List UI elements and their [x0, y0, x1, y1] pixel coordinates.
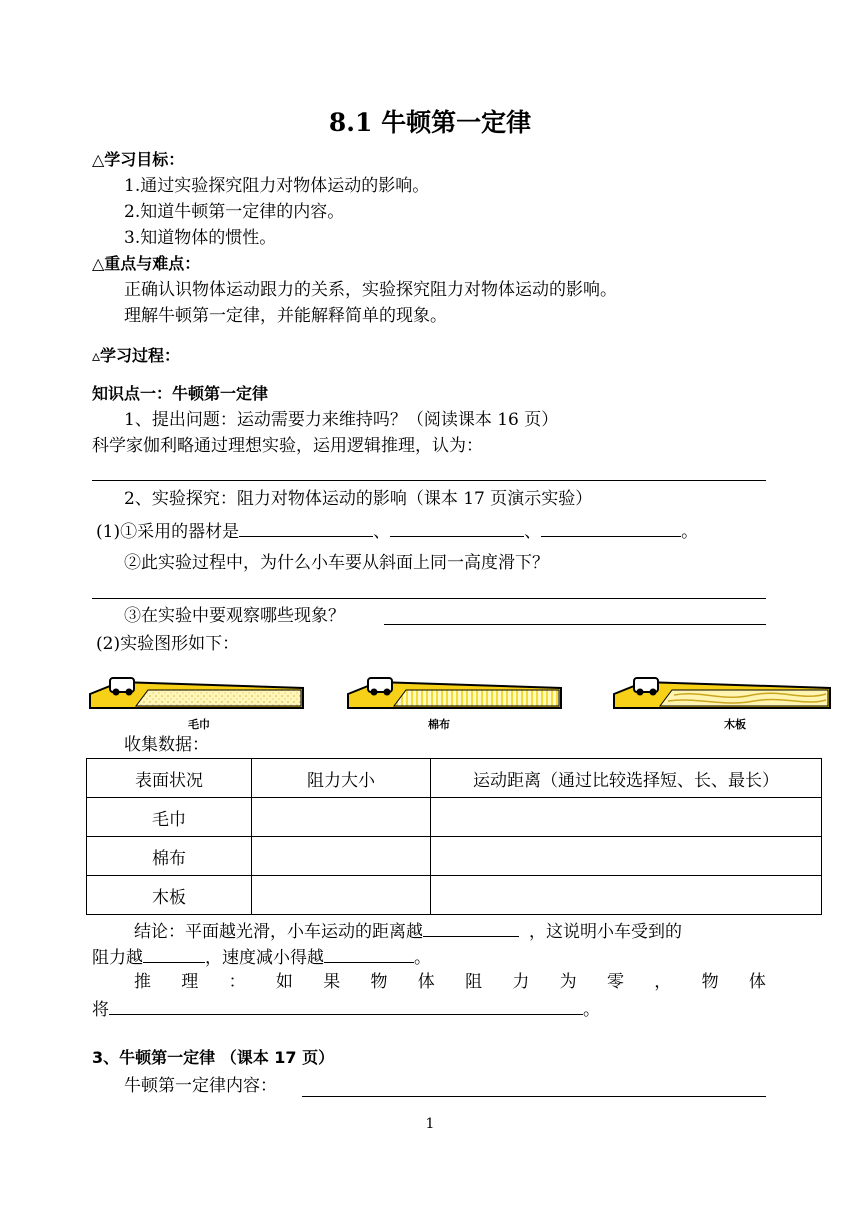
row-surface: 毛巾 — [87, 798, 252, 837]
conclusion-text-e: 。 — [414, 948, 431, 968]
inference-char: 推 — [134, 972, 151, 992]
conclusion-line-2 — [92, 944, 431, 970]
resistance-cell — [252, 798, 431, 837]
goals-heading: △学习目标： — [92, 150, 185, 169]
inference-char: 为 — [559, 972, 577, 992]
answer-line — [92, 598, 766, 599]
wood-board — [614, 678, 830, 731]
conclusion-line-1 — [134, 918, 682, 944]
figure-caption: (2)实验图形如下： — [96, 634, 240, 654]
equipment-blank-3 — [541, 518, 681, 537]
inference-char: ， — [654, 972, 672, 992]
inference-char: 体 — [748, 972, 766, 992]
conclusion-blank-2 — [143, 944, 205, 963]
goal-item-2: 2.知道牛顿第一定律的内容。 — [124, 202, 345, 222]
table-row — [87, 837, 822, 876]
conclusion-blank-1 — [423, 918, 519, 937]
conclusion-blank-3 — [324, 944, 414, 963]
inference-will: 将 — [92, 1000, 109, 1020]
header-resistance: 阻力大小 — [252, 759, 431, 798]
inference-answer-line — [92, 996, 600, 1022]
equipment-prefix: (1)①采用的器材是 — [96, 522, 240, 542]
cotton-board — [348, 678, 561, 731]
page-number: 1 — [425, 1116, 435, 1132]
question-observe: ③在实验中要观察哪些现象？ — [124, 606, 345, 626]
inference-char: 如 — [275, 972, 293, 992]
keypoint-item-2: 理解牛顿第一定律，并能解释简单的现象。 — [124, 306, 447, 326]
inference-end: 。 — [583, 1000, 600, 1020]
towel-board — [90, 678, 303, 731]
question-same-height: ②此实验过程中，为什么小车要从斜面上同一高度滑下？ — [124, 553, 549, 573]
conclusion-text-c: 阻力越 — [92, 948, 143, 968]
data-table — [86, 758, 822, 915]
distance-cell — [431, 876, 822, 915]
period: 。 — [681, 522, 699, 542]
inference-char: 理 — [181, 972, 199, 992]
goal-item-3: 3.知道物体的惯性。 — [124, 228, 277, 248]
goal-item-1: 1.通过实验探究阻力对物体运动的影响。 — [124, 176, 430, 196]
fig-label-towel: 毛巾 — [188, 718, 210, 731]
kp1-heading: 知识点一：牛顿第一定律 — [92, 384, 269, 403]
header-surface: 表面状况 — [87, 759, 252, 798]
row-surface: 木板 — [87, 876, 252, 915]
answer-line — [92, 480, 766, 481]
question-2: 2、实验探究：阻力对物体运动的影响（课本 17 页演示实验） — [124, 489, 593, 509]
law-content-label: 牛顿第一定律内容： — [124, 1076, 277, 1096]
inference-char: 物 — [701, 972, 719, 992]
separator: 、 — [524, 522, 542, 542]
fig-label-cotton: 棉布 — [428, 718, 450, 731]
table-row — [87, 876, 822, 915]
equipment-blank-2 — [390, 518, 524, 537]
table-header-row — [87, 759, 822, 798]
fig-label-wood: 木板 — [724, 718, 746, 731]
inference-char: 体 — [417, 972, 435, 992]
resistance-cell — [252, 876, 431, 915]
experiment-figures — [88, 670, 833, 732]
inference-char: 物 — [370, 972, 388, 992]
conclusion-text-a: 结论：平面越光滑，小车运动的距离越 — [134, 922, 423, 942]
separator: 、 — [373, 522, 391, 542]
inference-char: ： — [228, 972, 246, 992]
header-distance: 运动距离（通过比较选择短、长、最长） — [431, 759, 822, 798]
row-surface: 棉布 — [87, 837, 252, 876]
answer-line — [302, 1096, 766, 1097]
page-title: 8.1 牛顿第一定律 — [328, 108, 532, 137]
equipment-question — [96, 518, 698, 544]
distance-cell — [431, 798, 822, 837]
answer-line — [384, 624, 766, 625]
resistance-cell — [252, 837, 431, 876]
inference-char: 阻 — [465, 972, 483, 992]
inference-line — [134, 970, 766, 994]
question-1-followup: 科学家伽利略通过理想实验，运用逻辑推理，认为： — [92, 436, 483, 456]
table-row — [87, 798, 822, 837]
inference-char: 零 — [606, 972, 624, 992]
law-heading: 3、牛顿第一定律 （课本 17 页） — [92, 1048, 335, 1067]
conclusion-text-d: ，速度减小得越 — [205, 948, 324, 968]
inference-char: 果 — [323, 972, 341, 992]
inference-blank — [109, 996, 583, 1015]
inference-char: 力 — [512, 972, 530, 992]
conclusion-text-b: ，这说明小车受到的 — [529, 922, 682, 942]
keypoints-heading: △重点与难点： — [92, 254, 201, 273]
process-heading: ▵学习过程： — [92, 346, 181, 365]
distance-cell — [431, 837, 822, 876]
question-1: 1、提出问题：运动需要力来维持吗？（阅读课本 16 页） — [124, 410, 559, 430]
collect-data-label: 收集数据： — [124, 735, 209, 755]
keypoint-item-1: 正确认识物体运动跟力的关系，实验探究阻力对物体运动的影响。 — [124, 280, 617, 300]
equipment-blank-1 — [239, 518, 373, 537]
